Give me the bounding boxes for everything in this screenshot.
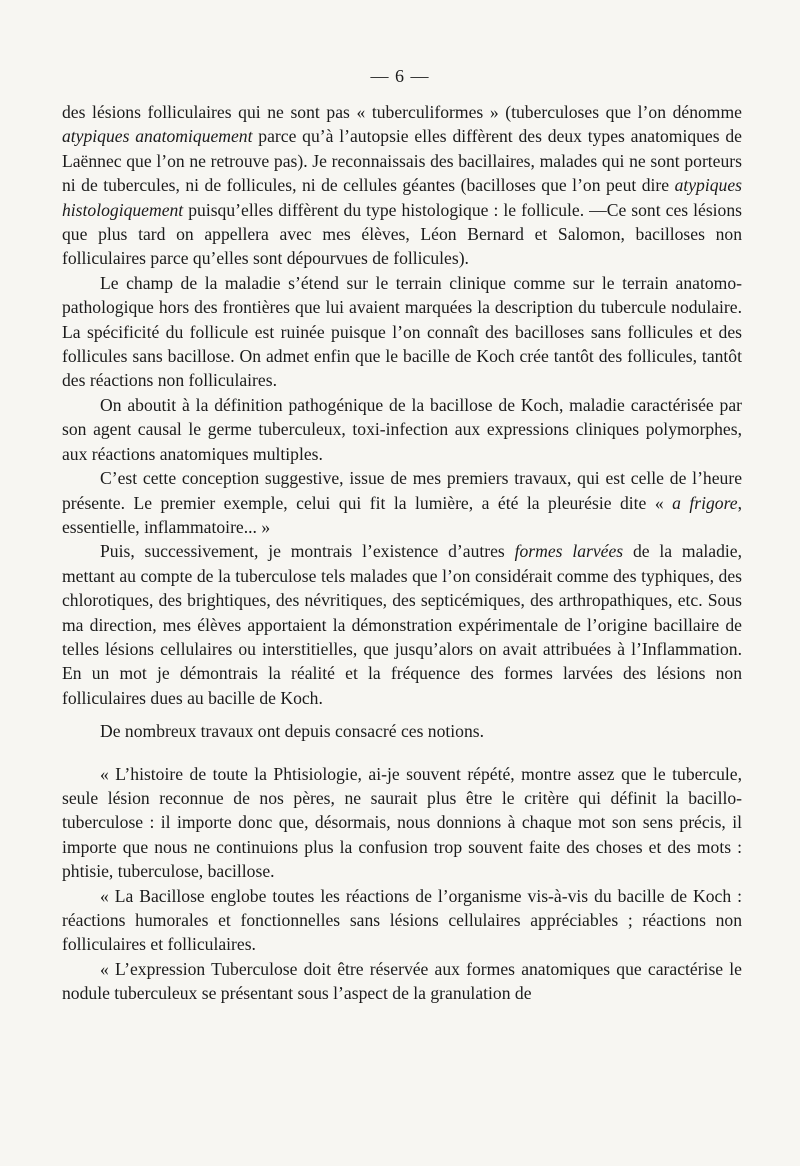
paragraph-4 bbox=[62, 466, 742, 539]
text-run: , essentielle, inflammatoire... » bbox=[62, 492, 742, 537]
text-run: Puis, successivement, je montrais l’existence d’autres bbox=[100, 541, 515, 562]
text-run: parce qu’à l’autopsie elles diffèrent des deux types anatomiques de Laënnec que l’on ne retrouve pas). Je reconnaissais des bacillaires, malades qui ne sont porteurs ni de tubercules, ni de follicules, ni de cellules géantes (bacilloses que l’on peut dire bbox=[62, 126, 742, 196]
italic-term: formes larvées bbox=[514, 541, 624, 562]
text-run: On aboutit à la définition pathogénique de la bacillose de Koch, maladie caractérisée par son agent causal le germe tuberculeux, toxi-infection aux expressions cliniques polymorphes, aux réactions anatomiques multiples. bbox=[62, 394, 742, 464]
text-run: des lésions folliculaires qui ne sont pas « tuberculiformes » (tuberculoses que l’on dénomme bbox=[62, 102, 742, 122]
paragraph-6 bbox=[62, 719, 742, 743]
paragraph-3 bbox=[62, 393, 742, 466]
text-run: C’est cette conception suggestive, issue de mes premiers travaux, qui est celle de l’heure présente. Le premier exemple, celui qui fit la lumière, a été la pleurésie dite « bbox=[62, 468, 742, 513]
paragraph-9 bbox=[62, 957, 742, 1006]
paragraph-8 bbox=[62, 884, 742, 957]
body-text bbox=[62, 100, 742, 1006]
italic-term: atypiques anatomiquement bbox=[62, 126, 253, 147]
italic-term: atypiques histologiquement bbox=[62, 175, 742, 220]
text-run: de la maladie, mettant au compte de la tuberculose tels malades que l’on considérait comme des typhiques, des chlorotiques, des brightiques, des névritiques, des septicémiques, des arthropathiques, etc. Sous ma direction, mes élèves apportaient la démonstration expérimentale de l’origine bacillaire de telles lésions cellulaires ou interstitielles, que jusqu’alors on avait attribuées à l’Inflammation. En un mot je démontrais la réalité et la fréquence des formes larvées des lésions non folliculaires dues au bacille de Koch. bbox=[62, 541, 742, 708]
text-run: puisqu’elles diffèrent du type histologique : le follicule. —Ce sont ces lésions que plus tard on appellera avec mes élèves, Léon Bernard et Salomon, bacilloses non folliculaires parce qu’elles sont dépourvues de follicules). bbox=[62, 199, 742, 269]
paragraph-1 bbox=[62, 100, 742, 271]
text-run: « L’histoire de toute la Phtisiologie, ai-je souvent répété, montre assez que le tubercule, seule lésion reconnue de nos pères, ne saurait plus être le critère qui définit la bacillo-tuberculose : il importe donc que, désormais, nous donnions à chaque mot son sens précis, il importe que nous ne continuions plus la confusion trop souvent faite des choses et des mots : phtisie, tuberculose, bacillose. bbox=[62, 763, 742, 882]
paragraph-5 bbox=[62, 539, 742, 710]
paragraph-7 bbox=[62, 762, 742, 884]
text-run: De nombreux travaux ont depuis consacré ces notions. bbox=[100, 721, 485, 742]
text-run: Le champ de la maladie s’étend sur le terrain clinique comme sur le terrain anatomo-pathologique hors des frontières que lui avaient marquées la description du tubercule nodulaire. La spécificité du follicule est ruinée puisque l’on connaît des bacilloses sans follicules et des follicules sans bacillose. On admet enfin que le bacille de Koch crée tantôt des follicules, tantôt des réactions non folliculaires. bbox=[62, 272, 742, 391]
italic-term: a frigore bbox=[672, 492, 738, 513]
text-run: « L’expression Tuberculose doit être réservée aux formes anatomiques que caractérise le nodule tuberculeux se présentant sous l’aspect de la granulation de bbox=[62, 958, 742, 1004]
page-number: — 6 — bbox=[370, 66, 430, 86]
text-run: « La Bacillose englobe toutes les réactions de l’organisme vis-à-vis du bacille de Koch : réactions humorales et fonctionnelles sans lésions cellulaires appréciables ; réactions non folliculaires et folliculaires. bbox=[62, 885, 742, 955]
paragraph-2 bbox=[62, 271, 742, 393]
